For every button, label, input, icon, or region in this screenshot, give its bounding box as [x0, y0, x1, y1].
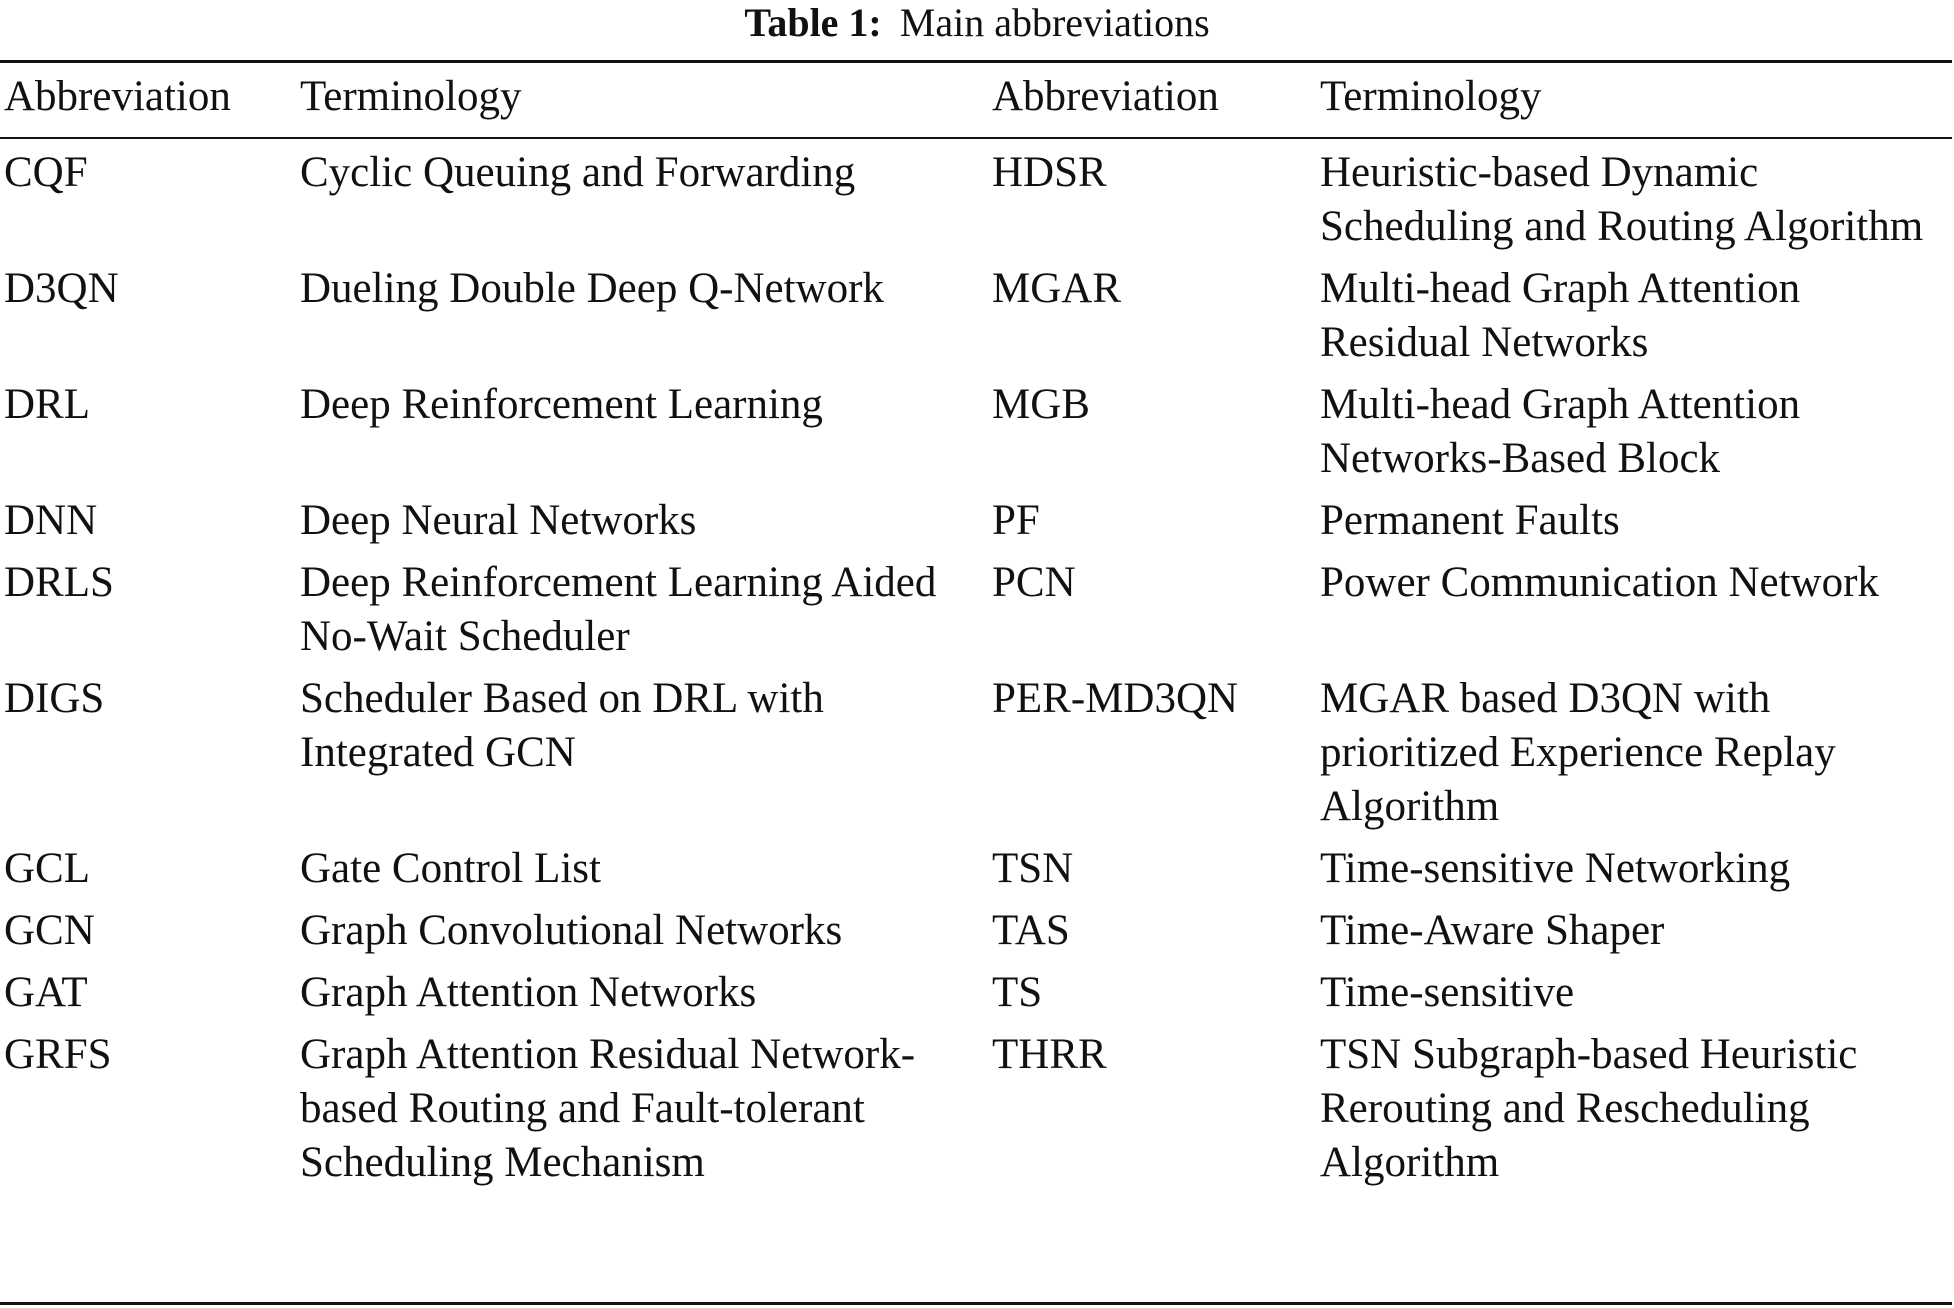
terminology-cell: Cyclic Queuing and Forwarding	[300, 149, 856, 196]
table-row	[0, 966, 1952, 1028]
abbreviation-cell: TS	[992, 969, 1043, 1016]
terminology-cell: Graph Attention Residual Network-based Routing and Fault-tolerant Scheduling Mechanism	[300, 1031, 916, 1186]
abbreviation-cell: DIGS	[4, 675, 105, 722]
table-row	[0, 378, 1952, 494]
table-header	[0, 70, 1952, 138]
terminology-cell: Deep Reinforcement Learning Aided No-Wait Scheduler	[300, 559, 937, 660]
terminology-cell: Gate Control List	[300, 845, 601, 892]
header-abbreviation-right: Abbreviation	[992, 73, 1219, 120]
terminology-cell: TSN Subgraph-based Heuristic Rerouting and Rescheduling Algorithm	[1320, 1031, 1858, 1186]
terminology-cell: Time-sensitive Networking	[1320, 845, 1791, 892]
abbreviation-cell: GCL	[4, 845, 90, 892]
abbreviation-cell: DRL	[4, 381, 90, 428]
abbreviation-cell: THRR	[992, 1031, 1107, 1078]
table-row	[0, 904, 1952, 966]
table-row	[0, 138, 1952, 262]
abbreviation-cell: GAT	[4, 969, 88, 1016]
caption-label: Table 1:	[744, 0, 882, 45]
table-row	[0, 842, 1952, 904]
terminology-cell: Scheduler Based on DRL with Integrated GCN	[300, 675, 824, 776]
abbreviation-cell: HDSR	[992, 149, 1107, 196]
table-bottom-rule	[0, 1302, 1952, 1305]
table-body	[0, 138, 1952, 1198]
terminology-cell: Multi-head Graph Attention Networks-Based Block	[1320, 381, 1801, 482]
abbreviation-cell: D3QN	[4, 265, 119, 312]
abbreviation-cell: CQF	[4, 149, 88, 196]
abbreviation-cell: GCN	[4, 907, 95, 954]
table-row	[0, 672, 1952, 842]
table-row	[0, 494, 1952, 556]
terminology-cell: Time-sensitive	[1320, 969, 1575, 1016]
abbreviation-cell: MGB	[992, 381, 1090, 428]
table-top-rule	[0, 60, 1952, 63]
header-terminology-right: Terminology	[1320, 73, 1542, 120]
table-caption	[0, 0, 1954, 46]
terminology-cell: Time-Aware Shaper	[1320, 907, 1665, 954]
abbreviation-cell: PCN	[992, 559, 1076, 606]
abbreviation-cell: MGAR	[992, 265, 1122, 312]
terminology-cell: Permanent Faults	[1320, 497, 1620, 544]
table-row	[0, 1028, 1952, 1198]
terminology-cell: Power Communication Network	[1320, 559, 1879, 606]
terminology-cell: Dueling Double Deep Q-Network	[300, 265, 884, 312]
abbreviation-cell: PF	[992, 497, 1040, 544]
terminology-cell: Graph Convolutional Networks	[300, 907, 843, 954]
header-abbreviation-left: Abbreviation	[4, 73, 231, 120]
abbreviation-cell: TSN	[992, 845, 1074, 892]
abbreviation-cell: PER-MD3QN	[992, 675, 1239, 722]
header-terminology-left: Terminology	[300, 73, 522, 120]
terminology-cell: MGAR based D3QN with prioritized Experience Replay Algorithm	[1320, 675, 1836, 830]
table-row	[0, 556, 1952, 672]
caption-text: Main abbreviations	[899, 0, 1210, 45]
terminology-cell: Graph Attention Networks	[300, 969, 757, 1016]
abbreviation-cell: DRLS	[4, 559, 114, 606]
terminology-cell: Deep Neural Networks	[300, 497, 697, 544]
header-row	[0, 70, 1952, 138]
table-row	[0, 262, 1952, 378]
abbreviation-cell: DNN	[4, 497, 98, 544]
abbreviations-table	[0, 70, 1952, 1198]
terminology-cell: Deep Reinforcement Learning	[300, 381, 823, 428]
abbreviation-cell: TAS	[992, 907, 1070, 954]
abbreviation-cell: GRFS	[4, 1031, 112, 1078]
terminology-cell: Multi-head Graph Attention Residual Networks	[1320, 265, 1801, 366]
terminology-cell: Heuristic-based Dynamic Scheduling and Routing Algorithm	[1320, 149, 1924, 250]
